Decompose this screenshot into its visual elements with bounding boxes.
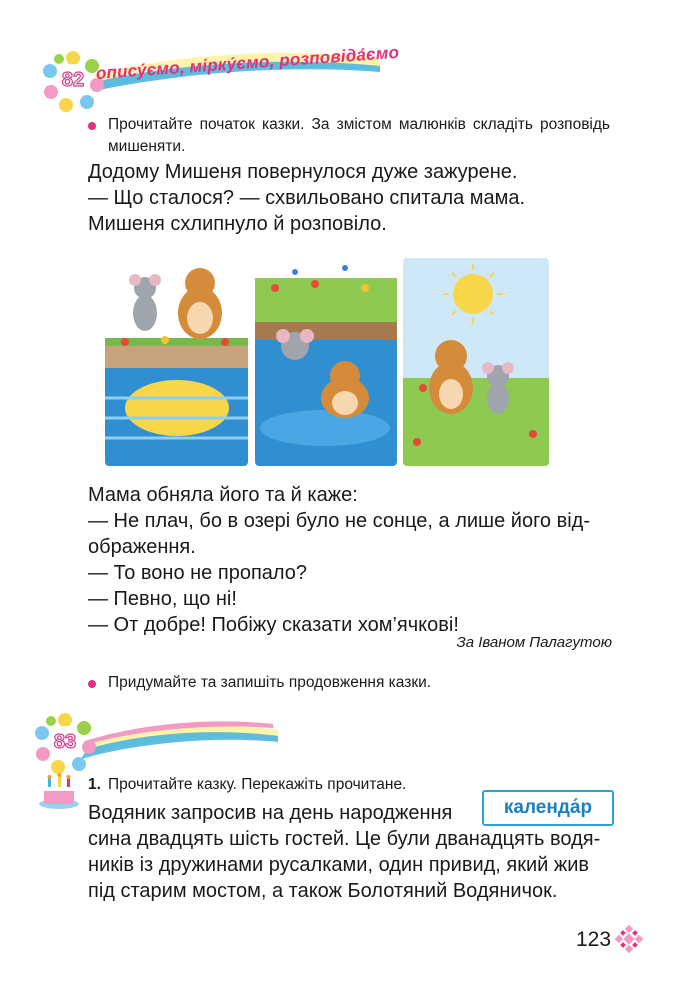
page-number: 123 xyxy=(576,928,612,951)
mouse-and-hamster-by-lake-picture xyxy=(105,258,248,466)
story-line: Мама обняла його та й каже: xyxy=(88,484,358,506)
story-line: — Що сталося? — схвильовано спитала мама. xyxy=(88,187,526,209)
story-line: — Певно, що ні! xyxy=(88,588,237,610)
story-line: під старим мостом, а також Болотяний Водяничок. xyxy=(88,880,558,902)
task-number: 1. xyxy=(88,776,101,793)
instruction-text: Прочитайте початок казки. За змістом малюнків складіть розповідь мишеняти. xyxy=(108,116,610,155)
section-heading: опису́ємо, мірку́ємо, розповіда́ємо xyxy=(95,42,400,83)
exercise-number: 82 xyxy=(61,69,85,91)
ornament-icon xyxy=(614,924,644,954)
story-intro xyxy=(88,159,618,237)
story-line: Додому Мишеня повернулося дуже зажурене. xyxy=(88,161,518,183)
fairy-tale-text xyxy=(88,800,616,904)
story-line: ників із дружинами русалками, один привид, який жив xyxy=(88,854,590,876)
task-text: Придумайте та запишіть продовження казки. xyxy=(108,674,432,691)
story-end xyxy=(88,482,616,638)
story-line: ображення. xyxy=(88,536,196,558)
story-line: — От добре! Побіжу сказати хом’ячкові! xyxy=(88,614,459,636)
story-line: Мишеня схлипнуло й розповіло. xyxy=(88,213,387,235)
hamster-crying-mouse-picture xyxy=(403,258,549,466)
bullet-icon xyxy=(88,122,96,130)
birthday-cake-icon xyxy=(36,772,82,810)
story-line: сина двадцять шість гостей. Це були дванадцять водя- xyxy=(88,828,601,850)
mouse-and-hamster-swimming-picture xyxy=(255,258,397,466)
author-credit: За Іваном Палагутою xyxy=(456,634,612,651)
exercise-number: 83 xyxy=(53,731,77,753)
story-line: — Не плач, бо в озері було не сонце, а лише його від- xyxy=(88,510,591,532)
ribbon-83 xyxy=(78,720,278,760)
story-line: Водяник запросив на день народження xyxy=(88,802,453,824)
story-line: — То воно не пропало? xyxy=(88,562,308,584)
bullet-icon xyxy=(88,680,96,688)
vocabulary-word-box: календа́р xyxy=(482,790,614,826)
task-text: Прочитайте казку. Перекажіть прочитане. xyxy=(108,776,407,793)
